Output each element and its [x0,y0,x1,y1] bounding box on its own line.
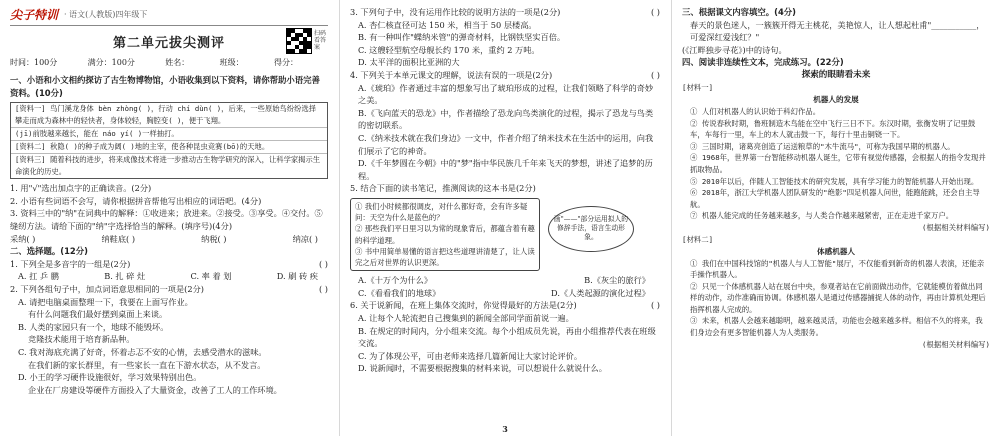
q5-text: 2. 下列各组句子中，加点词语意思相同的一项是(2分) [10,283,204,294]
question-3: 3. 资料三中的"纳"在词典中的解释：①收进来；放进来。②接受。③享受。④交付。⑤缝纫方法。请给下面的"纳"字选择恰当的解释。(填序号)(4分) [10,208,323,231]
section-1-heading: 一、小语和小文相约探访了古生物博物馆，小语收集到以下资料，请你帮助小语完善资料。(10分) [10,75,320,98]
q3-item[interactable]: 纳税( ) [201,233,227,244]
series-label: · 语文(人教版)四年级下 [64,10,148,19]
option-a[interactable]: A. 扛 乒 鹏 [18,271,59,282]
m1-paragraph: ② 传说春秋时期，鲁班制造木鸟能在空中飞行三日不下。东汉时期，张衡发明了记里鼓车，车每行一里，车上的木人就击鼓一下，每行十里击铜铙一下。 [690,118,976,140]
q3-item[interactable]: 采纳( ) [10,233,36,244]
section-4-heading: 四、阅读非连续性文本，完成练习。(22分) [682,57,844,68]
q8-options [350,274,660,287]
note-line: ① 我们小时候都很调皮，对什么都好奇，会有许多疑问：天空为什么是蓝色的？ [355,201,528,223]
answer-paren[interactable]: ( ) [651,7,660,17]
m1-paragraph: ⑥ 2018年，浙江大学机器人团队研发的"绝影"四足机器人问世，能跑能跳，还会自主导航。 [690,188,980,209]
question-6 [350,6,660,19]
meta-time: 时间：100分 [10,58,58,67]
material-1: [资料一] 鸟门溪龙身体 bèn zhòng( )，行动 chí dùn( )，后来，一些原始鸟纷纷选择攀走而成为森林中的轻快者，身体较轻，胸腔变( )，便于飞翔。 [11,103,327,128]
q9-option[interactable]: B. 在规定的时间内，分小组来交流。每个小组成员先说，再由小组推荐代表在班级交流。 [358,325,656,349]
q9-option[interactable]: A. 让每个人轮流把自己搜集到的新闻全部同学面前说一遍。 [358,312,574,323]
bubble-text: 画"——"部分运用拟人的修辞手法，语言生动形象。 [553,215,629,242]
q5-line: B. 人类的家园只有一个，地球不能毁坏。 [18,321,169,332]
material-2-tag: [材料二] [682,234,714,244]
option-c[interactable]: C.《看看我们的地球》 [358,287,441,298]
q7-option[interactable]: D.《千年梦圆在今朝》中的"梦"指中华民族几千年来飞天的梦想，讲述了追梦的历程。 [358,158,653,181]
q6-option[interactable]: A. 杏仁核直径可达 150 米，相当于 50 层楼高。 [358,19,537,30]
option-c[interactable]: C. 率 着 划 [190,271,232,282]
option-a[interactable]: A.《十万个为什么》 [358,275,433,286]
answer-paren[interactable]: ( ) [651,300,660,311]
note-box [350,198,540,271]
q6-option[interactable]: B. 有一种叫作"蝶纳米管"的弹奇材料，比钢铁坚实百倍。 [358,32,566,43]
q5-line: 有什么问题我们最好摆到桌面上来谈。 [28,309,168,320]
option-b[interactable]: B.《灰尘的旅行》 [584,275,650,286]
option-d[interactable]: D.《人类起源的演化过程》 [551,287,650,298]
material-3: [资料三] 随着科技的进步，将来成像技术将进一步推动古生物学研究的深入，让科学家揭示生命演化的历史。 [15,155,321,177]
q4-options [10,270,328,283]
meta-class[interactable]: 班级： [219,58,244,67]
q4-text: 1. 下列全是多音字的一组是(2分) [10,258,131,269]
m1-paragraph: ⑦ 机器人能完成的任务越来越多，与人类合作越来越紧密，正在走进千家万户。 [690,211,954,221]
q9-option[interactable]: D. 说新闻时，不需要根据搜集的材料来说，可以想说什么就说什么。 [358,363,607,374]
q7-option[interactable]: C.《纳米技术就在我们身边》一文中，作者介绍了纳米技术在生活中的运用，向我们展示了它的神奇。 [358,132,654,156]
m1-paragraph: ① 人们对机器人的认识始于科幻作品。 [690,106,821,116]
q6-option[interactable]: D. 太平洋的面积比亚洲的大 [358,57,460,68]
m2-source: (根据相关材料编写) [921,339,990,349]
answer-paren[interactable]: ( ) [651,69,660,80]
q5-line: C. 我对海底充满了好奇，怀着忐忑不安的心情，去感受潜水的滋味。 [18,346,267,357]
m1-paragraph: ③ 三国时期，诸葛亮创造了运送粮草的"木牛流马"，可称为我国早期的机器人。 [690,141,955,151]
material-2: [资料二] 秋隐( )的种子成为阔( )地的主宰，使各种昆虫竞赛(bō)的天地。 [11,141,327,154]
exam-meta [10,57,328,68]
section-3-heading: 三、根据课文内容填空。(4分) [682,7,796,17]
option-d[interactable]: D. 刷 砖 疾 [276,271,318,282]
q7-option[interactable]: B.《飞向蓝天的恐龙》中，作者描绘了恐龙向鸟类演化的过程，揭示了恐龙与鸟类的密切联系。 [358,107,654,131]
title-row [10,32,328,51]
m2-paragraph: ③ 未来，机器人会越来越聪明，越来越灵活，功能也会越来越多样。相信不久的将来，我们身边会有更多智能机器人为人类服务。 [690,316,983,338]
m1-source: (根据相关材料编写) [921,222,990,232]
page-left [0,0,338,436]
option-b[interactable]: B. 扎 碎 灶 [104,271,146,282]
comment-bubble [548,206,634,252]
answer-paren[interactable]: ( ) [319,258,328,269]
q5-line: A. 请把电脑桌面整理一下，我要在上面写作业。 [18,296,193,307]
question-9 [350,299,660,312]
page-right [672,0,1000,436]
q9-option[interactable]: C. 为了体现公平，可由老师来选择几篇新闻让大家讨论评价。 [358,350,583,361]
materials-box [10,102,328,179]
page-number: 3 [502,424,508,434]
question-4 [10,258,328,271]
article-title: 探索的眼睛看未来 [801,69,871,80]
q5-line: 竞隆技术能用于培育新品种。 [28,334,135,345]
question-5 [10,283,328,296]
material-1-title: 机器人的发展 [813,94,859,104]
brand-logo: 尖子特训 [10,8,59,22]
q6-option[interactable]: C. 这艘轻型航空母舰长约 170 米，重约 2 万吨。 [358,44,540,55]
qr-caption: 扫码看答案 [314,30,327,51]
m2-paragraph: ② 只见一个体感机器人站在展台中央，参观者站在它前面做出动作，它就能模仿着做出同样的动作，动作准确而协调。体感机器人是通过传感器捕捉人体的动作，再由计算机处理后指挥机器人完成的。 [690,281,986,314]
question-7 [350,69,660,82]
fill-line[interactable]: (《江畔独步寻花》)中的诗句。 [682,44,787,55]
meta-total: 满分：100分 [87,58,135,67]
series-header [10,6,328,26]
m1-paragraph: ④ 1968年，世界第一台智能移动机器人诞生，它带有视觉传感器，会根据人的指令发现并抓取物品。 [690,153,986,174]
material-1b: (jī)前肢越来越长，能在 náo yí( )一样抽打。 [11,128,327,141]
meta-score[interactable]: 得分： [274,58,298,67]
page-title: 第二单元拔尖测评 [112,36,225,51]
material-1-tag: [材料一] [682,82,714,92]
reading-note [350,198,660,271]
q8-options [350,287,660,300]
q7-option[interactable]: A.《琥珀》作者通过丰富的想象写出了琥珀形成的过程，让我们领略了科学的奇妙之美。 [358,82,654,106]
meta-name[interactable]: 姓名： [165,58,190,67]
q5-line: 在我们新的家长群里，有一些家长一直在下游水状态，从不发言。 [28,359,266,370]
question-1: 1. 用"√"选出加点字的正确读音。(2分) [10,183,152,194]
q5-line: 企业在厂房建设等硬件方面投入了大量资金，改善了工人的工作环境。 [28,384,282,395]
q6-text: 3. 下列句子中，没有运用作比较的说明方法的一项是(2分) [350,7,561,17]
fill-line[interactable]: 春天的景色迷人，一簇簇开得无主桃花，美艳惊人，让人想起杜甫"___________，可爱深红爱浅红？" [690,19,985,43]
m2-paragraph: ① 我们在中国科技馆的"机器人与人工智能"展厅，不仅能看到新奇的机器人表演，还能亲手操作机器人。 [690,258,985,280]
note-line: ② 那些我们平日里习以为常的现象背后，都蕴含着有趣的科学道理。 [355,224,535,245]
question-2: 2. 小语有些词语不会写，请你根据拼音帮他写出相应的词语吧。(4分) [10,195,262,206]
q9-text: 6. 关于说新闻，在班上集体交流时，你觉得最好的方法是(2分) [350,300,577,311]
m1-paragraph: ⑤ 2010年以后，伴随人工智能技术的研究发展，具有学习能力的智能机器人开始出现。 [690,176,979,186]
page-middle [340,0,670,436]
note-line: ③ 书中用简单易懂的语言把这些道理讲清楚了，让人读完之后对世界的认识更深。 [355,246,535,267]
q3-items [10,233,328,246]
q3-item[interactable]: 纳鞋底( ) [101,233,136,244]
question-8: 5. 结合下面的读书笔记，推测阅读的这本书是(2分) [350,183,536,194]
q5-line: D. 小王的学习硬件设施很好，学习效果特别出色。 [18,372,202,383]
answer-paren[interactable]: ( ) [319,283,328,294]
qr-code-icon[interactable] [286,28,312,54]
q3-item[interactable]: 纳凉( ) [292,233,318,244]
material-2-title: 体感机器人 [817,246,855,256]
section-2-heading: 二、选择题。(12分) [10,246,88,257]
q7-text: 4. 下列关于本单元课文的理解，说法有误的一项是(2分) [350,69,553,80]
